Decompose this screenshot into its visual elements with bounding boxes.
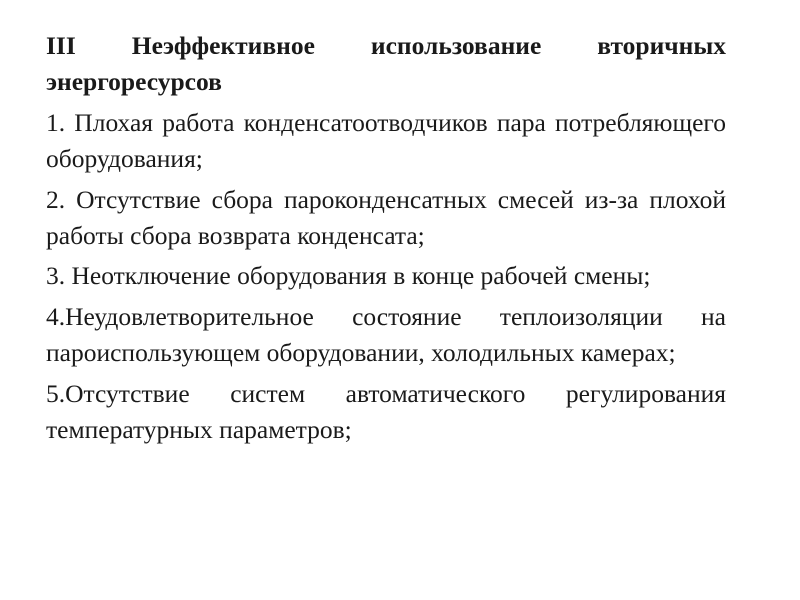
list-item-4: 4.Неудовлетворительное состояние теплоизоляции на пароиспользующем оборудовании, холодильных камерах; [46,301,726,368]
list-item-1: 1. Плохая работа конденсатоотводчиков пара потребляющего оборудования; [46,107,726,174]
list-item-3: 3. Неотключение оборудования в конце рабочей смены; [46,261,651,291]
list-item-2: 2. Отсутствие сбора пароконденсатных смесей из-за плохой работы сбора возврата конденсата; [46,184,726,251]
list-item-5: 5.Отсутствие систем автоматического регулирования температурных параметров; [46,378,726,445]
section-heading: III Неэффективное использование вторичных энергоресурсов [46,31,726,97]
